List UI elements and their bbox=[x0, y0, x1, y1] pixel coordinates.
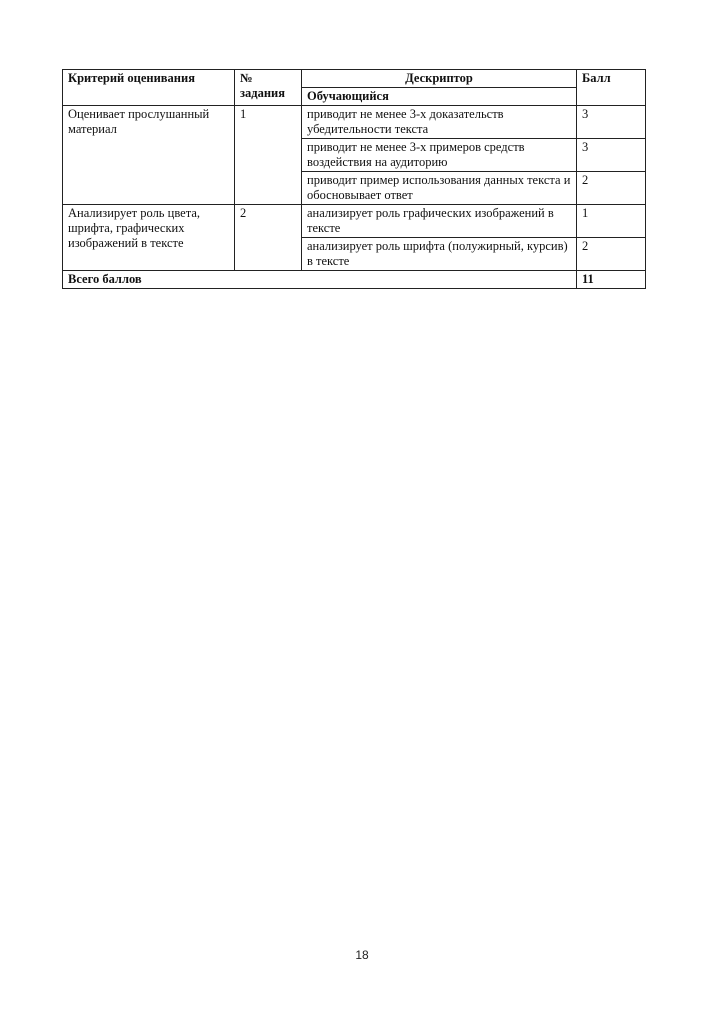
score-cell: 2 bbox=[577, 172, 646, 205]
total-label: Всего баллов bbox=[63, 271, 577, 289]
header-descriptor-subtitle: Обучающийся bbox=[302, 88, 577, 106]
header-criterion: Критерий оценивания bbox=[63, 70, 235, 106]
header-score: Балл bbox=[577, 70, 646, 106]
table-row bbox=[63, 205, 646, 238]
descriptor-cell: приводит не менее 3-х доказательств убедительности текста bbox=[302, 106, 577, 139]
total-value: 11 bbox=[577, 271, 646, 289]
page-number: 18 bbox=[355, 948, 369, 962]
header-row bbox=[63, 70, 646, 88]
task-number-cell: 1 bbox=[235, 106, 302, 205]
table-row bbox=[63, 106, 646, 139]
descriptor-cell: приводит пример использования данных текста и обосновывает ответ bbox=[302, 172, 577, 205]
task-number-cell: 2 bbox=[235, 205, 302, 271]
header-task-number-line2: задания bbox=[240, 86, 286, 100]
header-descriptor: Дескриптор bbox=[302, 70, 577, 88]
descriptor-cell: анализирует роль шрифта (полужирный, курсив) в тексте bbox=[302, 238, 577, 271]
descriptor-cell: анализирует роль графических изображений в тексте bbox=[302, 205, 577, 238]
header-task-number-line1: № bbox=[240, 71, 253, 85]
header-task-number bbox=[235, 70, 302, 106]
criterion-cell: Анализирует роль цвета, шрифта, графических изображений в тексте bbox=[63, 205, 235, 271]
descriptor-cell: приводит не менее 3-х примеров средств воздействия на аудиторию bbox=[302, 139, 577, 172]
score-cell: 3 bbox=[577, 139, 646, 172]
assessment-rubric-table bbox=[62, 69, 646, 289]
score-cell: 2 bbox=[577, 238, 646, 271]
criterion-cell: Оценивает прослушанный материал bbox=[63, 106, 235, 205]
total-row bbox=[63, 271, 646, 289]
score-cell: 3 bbox=[577, 106, 646, 139]
score-cell: 1 bbox=[577, 205, 646, 238]
